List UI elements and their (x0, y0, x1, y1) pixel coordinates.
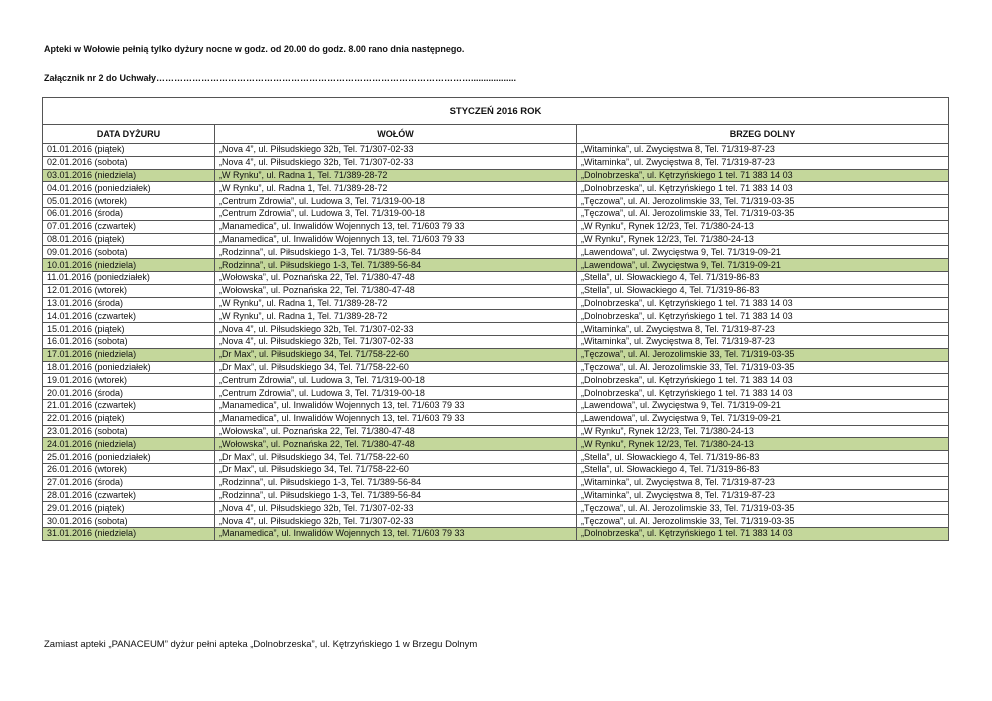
wolow-cell: „Centrum Zdrowia”, ul. Ludowa 3, Tel. 71/319-00-18 (215, 387, 577, 400)
table-row (43, 220, 949, 233)
date-cell: 25.01.2016 (poniedziałek) (43, 451, 215, 464)
date-cell: 30.01.2016 (sobota) (43, 515, 215, 528)
table-row (43, 438, 949, 451)
brzeg-dolny-cell: „Stella”, ul. Słowackiego 4, Tel. 71/319-86-83 (577, 463, 949, 476)
brzeg-dolny-cell: „Tęczowa”, ul. Al. Jerozolimskie 33, Tel. 71/319-03-35 (577, 502, 949, 515)
brzeg-dolny-cell: „Lawendowa”, ul. Zwycięstwa 9, Tel. 71/319-09-21 (577, 259, 949, 272)
date-cell: 06.01.2016 (środa) (43, 207, 215, 220)
brzeg-dolny-cell: „Stella”, ul. Słowackiego 4, Tel. 71/319-86-83 (577, 284, 949, 297)
brzeg-dolny-cell: „Witaminka”, ul. Zwycięstwa 8, Tel. 71/319-87-23 (577, 476, 949, 489)
brzeg-dolny-cell: „Dolnobrzeska”, ul. Kętrzyńskiego 1 tel. 71 383 14 03 (577, 297, 949, 310)
brzeg-dolny-cell: „Stella”, ul. Słowackiego 4, Tel. 71/319-86-83 (577, 451, 949, 464)
column-header-date: DATA DYŻURU (43, 125, 215, 144)
brzeg-dolny-cell: „Tęczowa”, ul. Al. Jerozolimskie 33, Tel. 71/319-03-35 (577, 348, 949, 361)
brzeg-dolny-cell: „W Rynku”, Rynek 12/23, Tel. 71/380-24-13 (577, 233, 949, 246)
brzeg-dolny-cell: „Lawendowa”, ul. Zwycięstwa 9, Tel. 71/319-09-21 (577, 399, 949, 412)
wolow-cell: „Centrum Zdrowia”, ul. Ludowa 3, Tel. 71/319-00-18 (215, 195, 577, 208)
wolow-cell: „W Rynku”, ul. Radna 1, Tel. 71/389-28-72 (215, 182, 577, 195)
table-row (43, 387, 949, 400)
brzeg-dolny-cell: „Lawendowa”, ul. Zwycięstwa 9, Tel. 71/319-09-21 (577, 412, 949, 425)
date-cell: 17.01.2016 (niedziela) (43, 348, 215, 361)
table-row (43, 144, 949, 157)
wolow-cell: „Rodzinna”, ul. Piłsudskiego 1-3, Tel. 71/389-56-84 (215, 476, 577, 489)
duty-schedule-table (42, 97, 949, 541)
date-cell: 08.01.2016 (piątek) (43, 233, 215, 246)
table-title-row (43, 98, 949, 125)
table-row (43, 310, 949, 323)
wolow-cell: „Centrum Zdrowia”, ul. Ludowa 3, Tel. 71/319-00-18 (215, 207, 577, 220)
wolow-cell: „W Rynku”, ul. Radna 1, Tel. 71/389-28-72 (215, 310, 577, 323)
date-cell: 14.01.2016 (czwartek) (43, 310, 215, 323)
wolow-cell: „Manamedica”, ul. Inwalidów Wojennych 13, tel. 71/603 79 33 (215, 412, 577, 425)
column-header-wolow: WOŁÓW (215, 125, 577, 144)
wolow-cell: „Nova 4”, ul. Piłsudskiego 32b, Tel. 71/307-02-33 (215, 335, 577, 348)
date-cell: 10.01.2016 (niedziela) (43, 259, 215, 272)
date-cell: 18.01.2016 (poniedziałek) (43, 361, 215, 374)
wolow-cell: „Nova 4”, ul. Piłsudskiego 32b, Tel. 71/307-02-33 (215, 515, 577, 528)
wolow-cell: „Wołowska”, ul. Poznańska 22, Tel. 71/380-47-48 (215, 425, 577, 438)
table-row (43, 502, 949, 515)
wolow-cell: „Dr Max”, ul. Piłsudskiego 34, Tel. 71/758-22-60 (215, 348, 577, 361)
brzeg-dolny-cell: „Lawendowa”, ul. Zwycięstwa 9, Tel. 71/319-09-21 (577, 246, 949, 259)
wolow-cell: „Rodzinna”, ul. Piłsudskiego 1-3, Tel. 71/389-56-84 (215, 489, 577, 502)
table-row (43, 374, 949, 387)
brzeg-dolny-cell: „Dolnobrzeska”, ul. Kętrzyńskiego 1 tel. 71 383 14 03 (577, 387, 949, 400)
table-row (43, 259, 949, 272)
table-row (43, 527, 949, 540)
date-cell: 26.01.2016 (wtorek) (43, 463, 215, 476)
date-cell: 11.01.2016 (poniedziałek) (43, 271, 215, 284)
brzeg-dolny-cell: „Dolnobrzeska”, ul. Kętrzyńskiego 1 tel. 71 383 14 03 (577, 310, 949, 323)
date-cell: 12.01.2016 (wtorek) (43, 284, 215, 297)
brzeg-dolny-cell: „Witaminka”, ul. Zwycięstwa 8, Tel. 71/319-87-23 (577, 156, 949, 169)
wolow-cell: „Rodzinna”, ul. Piłsudskiego 1-3, Tel. 71/389-56-84 (215, 246, 577, 259)
table-row (43, 361, 949, 374)
wolow-cell: „Nova 4”, ul. Piłsudskiego 32b, Tel. 71/307-02-33 (215, 156, 577, 169)
attachment-note: Załącznik nr 2 do Uchwały…………………………………………………………………………………………….................. (44, 73, 517, 83)
date-cell: 29.01.2016 (piątek) (43, 502, 215, 515)
wolow-cell: „W Rynku”, ul. Radna 1, Tel. 71/389-28-72 (215, 297, 577, 310)
table-row (43, 156, 949, 169)
table-row (43, 246, 949, 259)
table-row (43, 271, 949, 284)
brzeg-dolny-cell: „Dolnobrzeska”, ul. Kętrzyńskiego 1 tel. 71 383 14 03 (577, 169, 949, 182)
date-cell: 23.01.2016 (sobota) (43, 425, 215, 438)
date-cell: 15.01.2016 (piątek) (43, 323, 215, 336)
pharmacy-night-duty-note: Apteki w Wołowie pełnią tylko dyżury nocne w godz. od 20.00 do godz. 8.00 rano dnia następnego. (44, 44, 465, 54)
date-cell: 31.01.2016 (niedziela) (43, 527, 215, 540)
table-row (43, 169, 949, 182)
date-cell: 03.01.2016 (niedziela) (43, 169, 215, 182)
brzeg-dolny-cell: „Tęczowa”, ul. Al. Jerozolimskie 33, Tel. 71/319-03-35 (577, 515, 949, 528)
wolow-cell: „Manamedica”, ul. Inwalidów Wojennych 13, tel. 71/603 79 33 (215, 220, 577, 233)
table-row (43, 297, 949, 310)
date-cell: 13.01.2016 (środa) (43, 297, 215, 310)
table-row (43, 195, 949, 208)
date-cell: 04.01.2016 (poniedziałek) (43, 182, 215, 195)
date-cell: 05.01.2016 (wtorek) (43, 195, 215, 208)
table-header-row (43, 125, 949, 144)
table-row (43, 399, 949, 412)
brzeg-dolny-cell: „Dolnobrzeska”, ul. Kętrzyńskiego 1 tel. 71 383 14 03 (577, 182, 949, 195)
date-cell: 02.01.2016 (sobota) (43, 156, 215, 169)
date-cell: 01.01.2016 (piątek) (43, 144, 215, 157)
brzeg-dolny-cell: „W Rynku”, Rynek 12/23, Tel. 71/380-24-13 (577, 220, 949, 233)
column-header-brzeg-dolny: BRZEG DOLNY (577, 125, 949, 144)
brzeg-dolny-cell: „Witaminka”, ul. Zwycięstwa 8, Tel. 71/319-87-23 (577, 335, 949, 348)
wolow-cell: „Centrum Zdrowia”, ul. Ludowa 3, Tel. 71/319-00-18 (215, 374, 577, 387)
brzeg-dolny-cell: „Tęczowa”, ul. Al. Jerozolimskie 33, Tel. 71/319-03-35 (577, 195, 949, 208)
table-row (43, 412, 949, 425)
wolow-cell: „Rodzinna”, ul. Piłsudskiego 1-3, Tel. 71/389-56-84 (215, 259, 577, 272)
wolow-cell: „Nova 4”, ul. Piłsudskiego 32b, Tel. 71/307-02-33 (215, 144, 577, 157)
wolow-cell: „Wołowska”, ul. Poznańska 22, Tel. 71/380-47-48 (215, 271, 577, 284)
table-row (43, 284, 949, 297)
brzeg-dolny-cell: „Tęczowa”, ul. Al. Jerozolimskie 33, Tel. 71/319-03-35 (577, 207, 949, 220)
table-row (43, 515, 949, 528)
brzeg-dolny-cell: „Dolnobrzeska”, ul. Kętrzyńskiego 1 tel. 71 383 14 03 (577, 527, 949, 540)
brzeg-dolny-cell: „Witaminka”, ul. Zwycięstwa 8, Tel. 71/319-87-23 (577, 489, 949, 502)
date-cell: 24.01.2016 (niedziela) (43, 438, 215, 451)
table-title: STYCZEŃ 2016 ROK (43, 98, 949, 125)
wolow-cell: „Manamedica”, ul. Inwalidów Wojennych 13, tel. 71/603 79 33 (215, 527, 577, 540)
table-row (43, 335, 949, 348)
brzeg-dolny-cell: „Witaminka”, ul. Zwycięstwa 8, Tel. 71/319-87-23 (577, 144, 949, 157)
date-cell: 22.01.2016 (piątek) (43, 412, 215, 425)
date-cell: 19.01.2016 (wtorek) (43, 374, 215, 387)
wolow-cell: „Dr Max”, ul. Piłsudskiego 34, Tel. 71/758-22-60 (215, 451, 577, 464)
table-row (43, 323, 949, 336)
table-row (43, 425, 949, 438)
wolow-cell: „Nova 4”, ul. Piłsudskiego 32b, Tel. 71/307-02-33 (215, 502, 577, 515)
date-cell: 07.01.2016 (czwartek) (43, 220, 215, 233)
date-cell: 28.01.2016 (czwartek) (43, 489, 215, 502)
wolow-cell: „Manamedica”, ul. Inwalidów Wojennych 13, tel. 71/603 79 33 (215, 233, 577, 246)
table-row (43, 182, 949, 195)
wolow-cell: „Wołowska”, ul. Poznańska 22, Tel. 71/380-47-48 (215, 438, 577, 451)
brzeg-dolny-cell: „Dolnobrzeska”, ul. Kętrzyńskiego 1 tel. 71 383 14 03 (577, 374, 949, 387)
wolow-cell: „Dr Max”, ul. Piłsudskiego 34, Tel. 71/758-22-60 (215, 463, 577, 476)
table-body (43, 144, 949, 541)
date-cell: 09.01.2016 (sobota) (43, 246, 215, 259)
table-row (43, 476, 949, 489)
table-row (43, 233, 949, 246)
wolow-cell: „Wołowska”, ul. Poznańska 22, Tel. 71/380-47-48 (215, 284, 577, 297)
date-cell: 20.01.2016 (środa) (43, 387, 215, 400)
wolow-cell: „Nova 4”, ul. Piłsudskiego 32b, Tel. 71/307-02-33 (215, 323, 577, 336)
wolow-cell: „Dr Max”, ul. Piłsudskiego 34, Tel. 71/758-22-60 (215, 361, 577, 374)
date-cell: 27.01.2016 (środa) (43, 476, 215, 489)
wolow-cell: „W Rynku”, ul. Radna 1, Tel. 71/389-28-72 (215, 169, 577, 182)
date-cell: 16.01.2016 (sobota) (43, 335, 215, 348)
brzeg-dolny-cell: „Stella”, ul. Słowackiego 4, Tel. 71/319-86-83 (577, 271, 949, 284)
table-row (43, 451, 949, 464)
wolow-cell: „Manamedica”, ul. Inwalidów Wojennych 13, tel. 71/603 79 33 (215, 399, 577, 412)
brzeg-dolny-cell: „W Rynku”, Rynek 12/23, Tel. 71/380-24-13 (577, 425, 949, 438)
brzeg-dolny-cell: „W Rynku”, Rynek 12/23, Tel. 71/380-24-13 (577, 438, 949, 451)
brzeg-dolny-cell: „Witaminka”, ul. Zwycięstwa 8, Tel. 71/319-87-23 (577, 323, 949, 336)
table-row (43, 463, 949, 476)
brzeg-dolny-cell: „Tęczowa”, ul. Al. Jerozolimskie 33, Tel. 71/319-03-35 (577, 361, 949, 374)
table-row (43, 207, 949, 220)
table-row (43, 348, 949, 361)
footer-note: Zamiast apteki „PANACEUM” dyżur pełni apteka „Dolnobrzeska”, ul. Kętrzyńskiego 1 w Brzegu Dolnym (44, 639, 478, 650)
table-row (43, 489, 949, 502)
date-cell: 21.01.2016 (czwartek) (43, 399, 215, 412)
